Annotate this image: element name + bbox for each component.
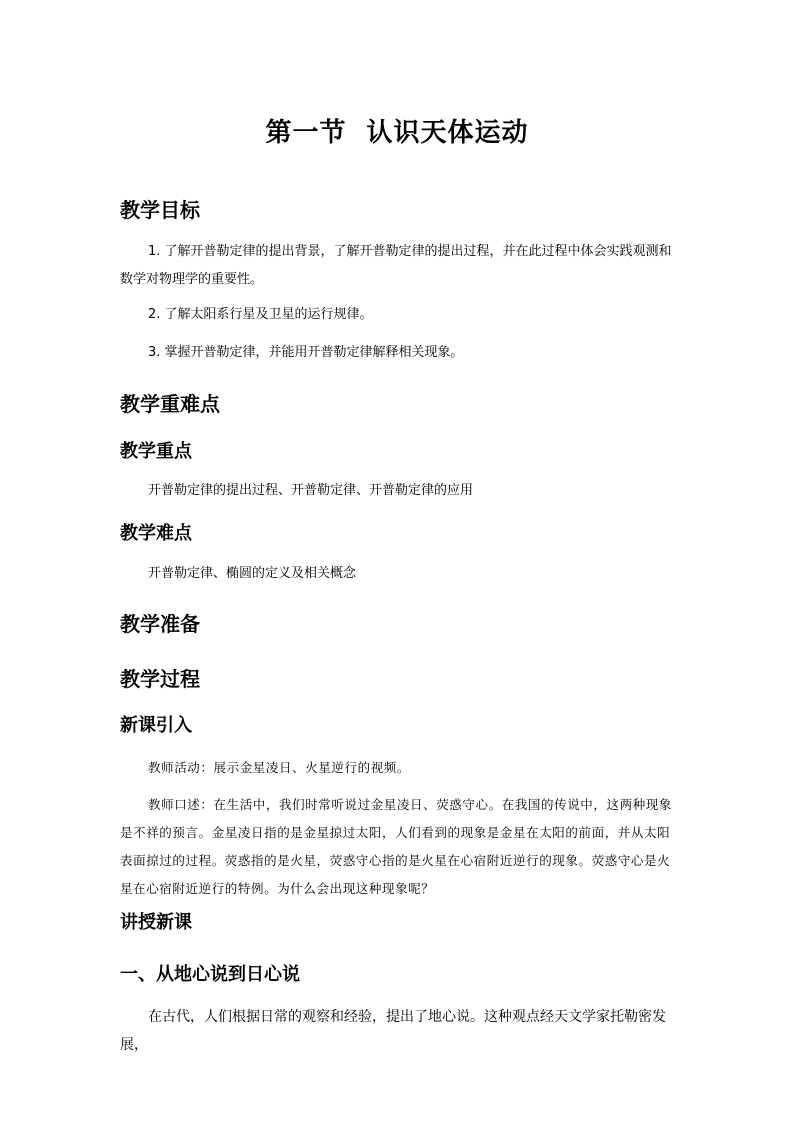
heading-key-difficult: 教学重难点 [120,392,220,416]
page-title: 第一节 认识天体运动 [265,118,529,148]
teacher-narration-text: 教师口述：在生活中，我们时常听说过金星凌日、荧惑守心。在我国的传说中，这两种现象是不祥的预言。金星凌日指的是金星掠过太阳，人们看到的现象是金星在太阳的前面，并从太阳表面掠过的过程。荧惑指的是火星，荧惑守心指的是火星在心宿附近逆行的现象。荧惑守心是火星在心宿附近逆行的特例。为什么会出现这种现象呢？ [120,797,673,896]
objective-item-2: 2. 了解太阳系行星及卫星的运行规律。 [148,307,373,322]
heading-difficult-points: 教学难点 [120,523,192,544]
heading-intro: 新课引入 [120,715,192,736]
heading-key-points: 教学重点 [120,441,192,462]
heading-preparation: 教学准备 [120,612,200,636]
heading-process: 教学过程 [120,667,200,691]
objective-item-3: 3. 掌握开普勒定律，并能用开普勒定律解释相关现象。 [148,345,464,360]
part-one-text: 在古代，人们根据日常的观察和经验，提出了地心说。这种观点经天文学家托勒密发展， [120,1009,666,1053]
objective-item-1: 1. 了解开普勒定律的提出背景，了解开普勒定律的提出过程，并在此过程中体会实践观测和数学对物理学的重要性。 [120,244,672,287]
heading-objectives: 教学目标 [120,198,200,222]
teacher-activity-text: 教师活动：展示金星凌日、火星逆行的视频。 [148,760,411,775]
heading-part-one: 一、从地心说到日心说 [120,964,300,985]
heading-new-lesson: 讲授新课 [120,912,192,933]
key-points-text: 开普勒定律的提出过程、开普勒定律、开普勒定律的应用 [148,483,474,498]
difficult-points-text: 开普勒定律、椭圆的定义及相关概念 [148,566,357,581]
